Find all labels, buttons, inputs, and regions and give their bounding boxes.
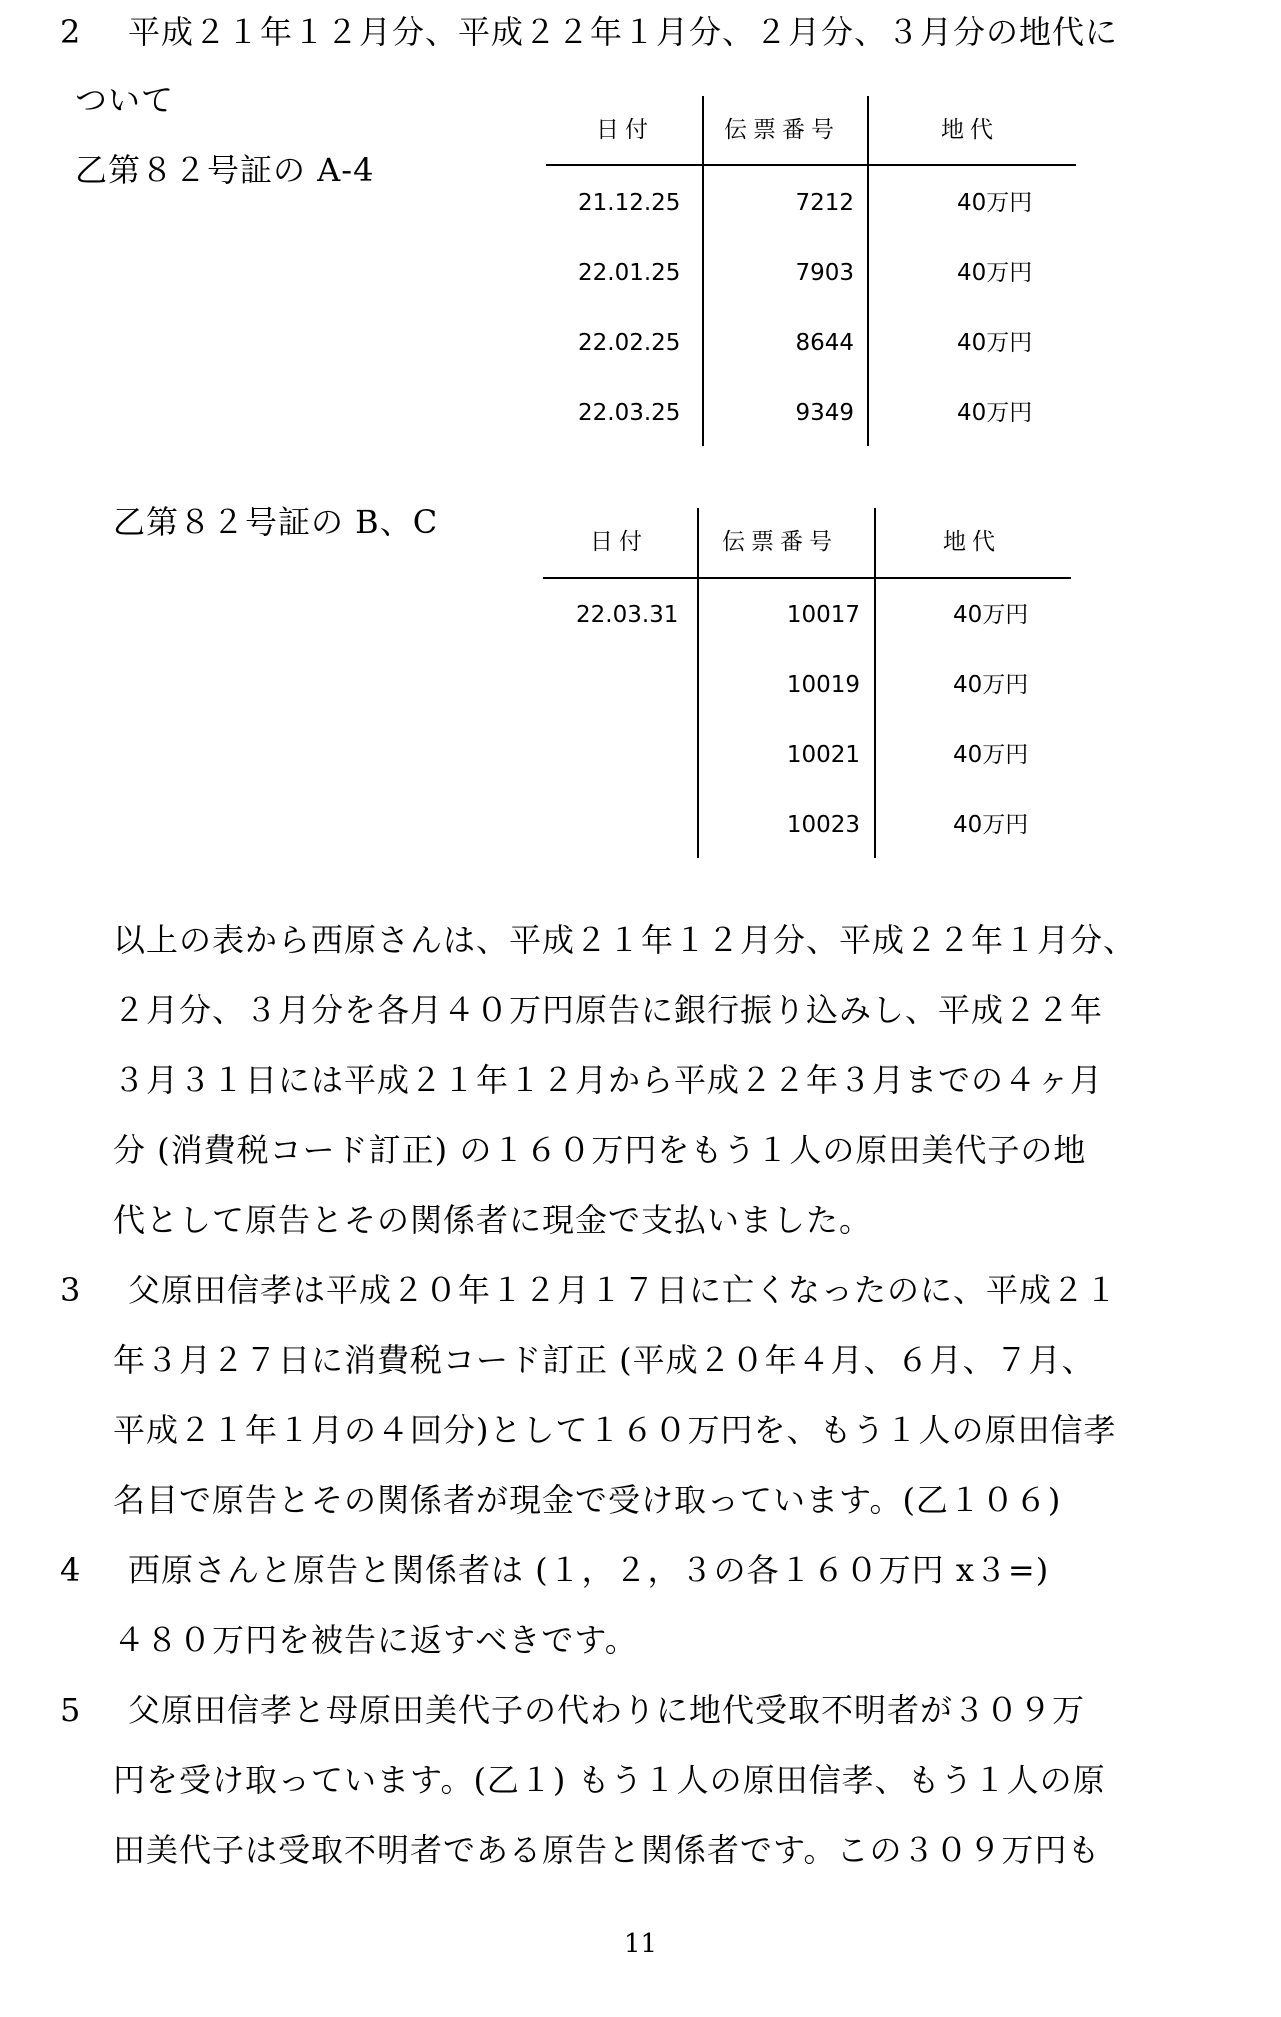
table-bc-header-date: 日付 xyxy=(590,529,648,555)
table-row-rent: 40万円 xyxy=(953,742,1029,768)
item-3-number: 3 xyxy=(60,1271,81,1309)
table-row-rent: 40万円 xyxy=(953,672,1029,698)
summary-line-3: ３月３１日には平成２１年１２月から平成２２年３月までの４ヶ月 xyxy=(113,1061,1104,1099)
table-row-slip: 10017 xyxy=(786,602,860,628)
table-row-rent: 40万円 xyxy=(953,602,1029,628)
item-2-line-2: ついて xyxy=(75,81,175,119)
table-bc-divider-1 xyxy=(697,508,699,858)
item-4-number: 4 xyxy=(60,1551,81,1589)
item-2-number: 2 xyxy=(60,13,81,51)
table-row-date: 22.02.25 xyxy=(578,330,681,356)
table-row-slip: 8644 xyxy=(795,330,854,356)
page-number: 11 xyxy=(623,1929,658,1959)
item-4-line-1: 西原さんと原告と関係者は (１，２，３の各１６０万円 x３=) xyxy=(128,1551,1050,1589)
table-row-rent: 40万円 xyxy=(957,190,1033,216)
table-a4-header-slip: 伝票番号 xyxy=(724,117,840,143)
item-5-line-3: 田美代子は受取不明者である原告と関係者です。この３０９万円も xyxy=(113,1831,1101,1869)
table-a4-header-rule xyxy=(546,164,1076,166)
summary-line-5: 代として原告とその関係者に現金で支払いました。 xyxy=(113,1201,873,1239)
table-a4-divider-1 xyxy=(702,96,704,446)
item-5-line-2: 円を受け取っています。(乙１) もう１人の原田信孝、もう１人の原 xyxy=(113,1761,1106,1799)
item-4-line-2: ４８０万円を被告に返すべきです。 xyxy=(113,1621,638,1659)
table-a4-header-rent: 地代 xyxy=(941,117,999,143)
summary-line-4: 分 (消費税コード訂正) の１６０万円をもう１人の原田美代子の地 xyxy=(113,1131,1087,1169)
table-a4-divider-2 xyxy=(867,96,869,446)
table-row-rent: 40万円 xyxy=(957,260,1033,286)
table-a4-header-date: 日付 xyxy=(596,117,654,143)
table-row-date: 22.03.31 xyxy=(576,602,679,628)
summary-line-1: 以上の表から西原さんは、平成２１年１２月分、平成２２年１月分、 xyxy=(113,921,1137,959)
table-row-date: 21.12.25 xyxy=(578,190,681,216)
item-3-line-3: 平成２１年１月の４回分)として１６０万円を、もう１人の原田信孝 xyxy=(113,1411,1117,1449)
label-a4: 乙第８２号証の A-4 xyxy=(75,151,375,189)
table-row-slip: 10019 xyxy=(786,672,860,698)
table-row-rent: 40万円 xyxy=(957,330,1033,356)
label-bc: 乙第８２号証の B、C xyxy=(113,503,439,541)
table-row-slip: 7903 xyxy=(795,260,854,286)
item-5-line-1: 父原田信孝と母原田美代子の代わりに地代受取不明者が３０９万 xyxy=(128,1691,1086,1729)
table-bc-header-slip: 伝票番号 xyxy=(722,529,838,555)
table-bc-header-rent: 地代 xyxy=(943,529,1001,555)
table-row-rent: 40万円 xyxy=(953,812,1029,838)
table-bc-divider-2 xyxy=(874,508,876,858)
item-2-line-1: 平成２１年１２月分、平成２２年１月分、２月分、３月分の地代に xyxy=(128,13,1119,51)
table-bc-header-rule xyxy=(543,577,1071,579)
table-row-slip: 10021 xyxy=(786,742,860,768)
summary-line-2: ２月分、３月分を各月４０万円原告に銀行振り込みし、平成２２年 xyxy=(113,991,1104,1029)
item-3-line-4: 名目で原告とその関係者が現金で受け取っています。(乙１０６) xyxy=(113,1481,1062,1519)
item-3-line-1: 父原田信孝は平成２０年１２月１７日に亡くなったのに、平成２１ xyxy=(128,1271,1119,1309)
table-row-date: 22.03.25 xyxy=(578,400,681,426)
item-3-line-2: 年３月２７日に消費税コード訂正 (平成２０年４月、６月、７月、 xyxy=(113,1341,1095,1379)
table-row-slip: 9349 xyxy=(795,400,854,426)
item-5-number: 5 xyxy=(60,1691,81,1729)
table-row-date: 22.01.25 xyxy=(578,260,681,286)
table-row-slip: 10023 xyxy=(786,812,860,838)
table-row-slip: 7212 xyxy=(795,190,854,216)
table-row-rent: 40万円 xyxy=(957,400,1033,426)
